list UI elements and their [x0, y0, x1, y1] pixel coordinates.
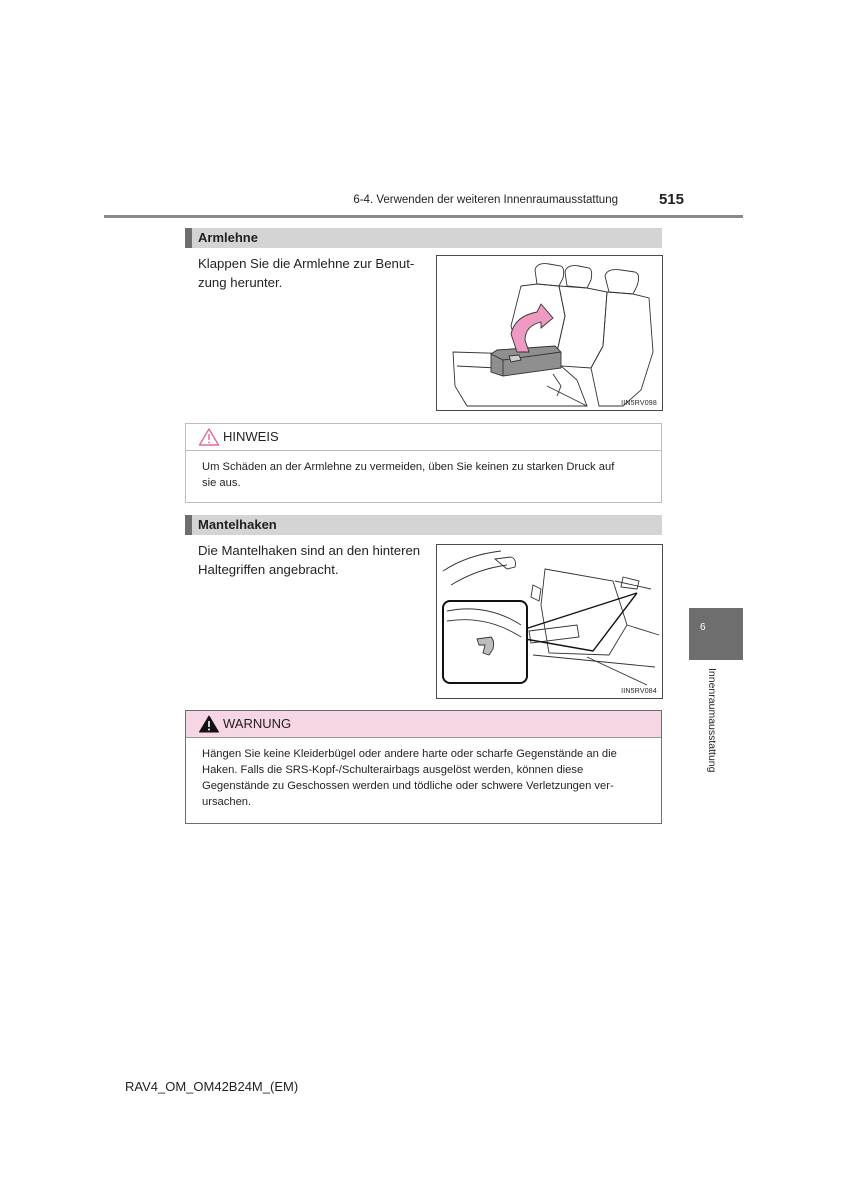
mantelhaken-text [198, 541, 433, 579]
document-code: RAV4_OM_OM42B24M_(EM) [125, 1079, 299, 1094]
hinweis-box [185, 423, 662, 503]
mantelhaken-text-line: Haltegriffen angebracht. [198, 562, 339, 577]
coat-hook-drawing [437, 545, 662, 698]
chapter-tab [689, 608, 743, 660]
mantelhaken-text-line: Die Mantelhaken sind an den hinteren [198, 543, 421, 558]
warnung-text-line: ursachen. [202, 796, 252, 808]
figure-code: IIN5RV084 [621, 688, 657, 695]
warnung-box [185, 710, 662, 824]
figure-code: IIN5RV098 [621, 400, 657, 407]
page-number: 515 [658, 191, 684, 208]
hinweis-text-line: Um Schäden an der Armlehne zu vermeiden, üben Sie keinen zu starken Druck auf [202, 461, 615, 473]
armlehne-text [198, 254, 428, 292]
armrest-drawing [437, 256, 662, 410]
section-heading-mantelhaken [185, 515, 662, 535]
warnung-title: WARNUNG [223, 716, 292, 731]
chapter-tab-number: 6 [700, 622, 706, 633]
warning-icon [198, 714, 220, 734]
armlehne-text-line: Klappen Sie die Armlehne zur Benut- [198, 256, 415, 271]
hinweis-text-line: sie aus. [202, 477, 241, 489]
section-heading-mantelhaken-label: Mantelhaken [198, 517, 277, 532]
header-rule [104, 215, 743, 218]
section-heading-armlehne-label: Armlehne [198, 230, 258, 245]
hinweis-header [186, 424, 661, 451]
hinweis-body [186, 451, 661, 499]
armrest-illustration [436, 255, 663, 411]
warnung-text-line: Hängen Sie keine Kleiderbügel oder andere harte oder scharfe Gegenstände an die [202, 748, 617, 760]
section-heading-armlehne [185, 228, 662, 248]
armlehne-text-line: zung herunter. [198, 275, 283, 290]
coat-hook-illustration [436, 544, 663, 699]
chapter-tab-label: Innenraumausstattung [706, 668, 718, 773]
warnung-text-line: Haken. Falls die SRS-Kopf-/Schulterairbags ausgelöst werden, können diese [202, 764, 584, 776]
hinweis-title: HINWEIS [223, 429, 279, 444]
warnung-text-line: Gegenstände zu Geschossen werden und tödliche oder schwere Verletzungen ver- [202, 780, 614, 792]
warnung-header [186, 711, 661, 738]
warnung-body [186, 738, 661, 818]
chapter-title: 6-4. Verwenden der weiteren Innenraumausstattung [353, 194, 618, 206]
caution-icon [198, 427, 220, 447]
